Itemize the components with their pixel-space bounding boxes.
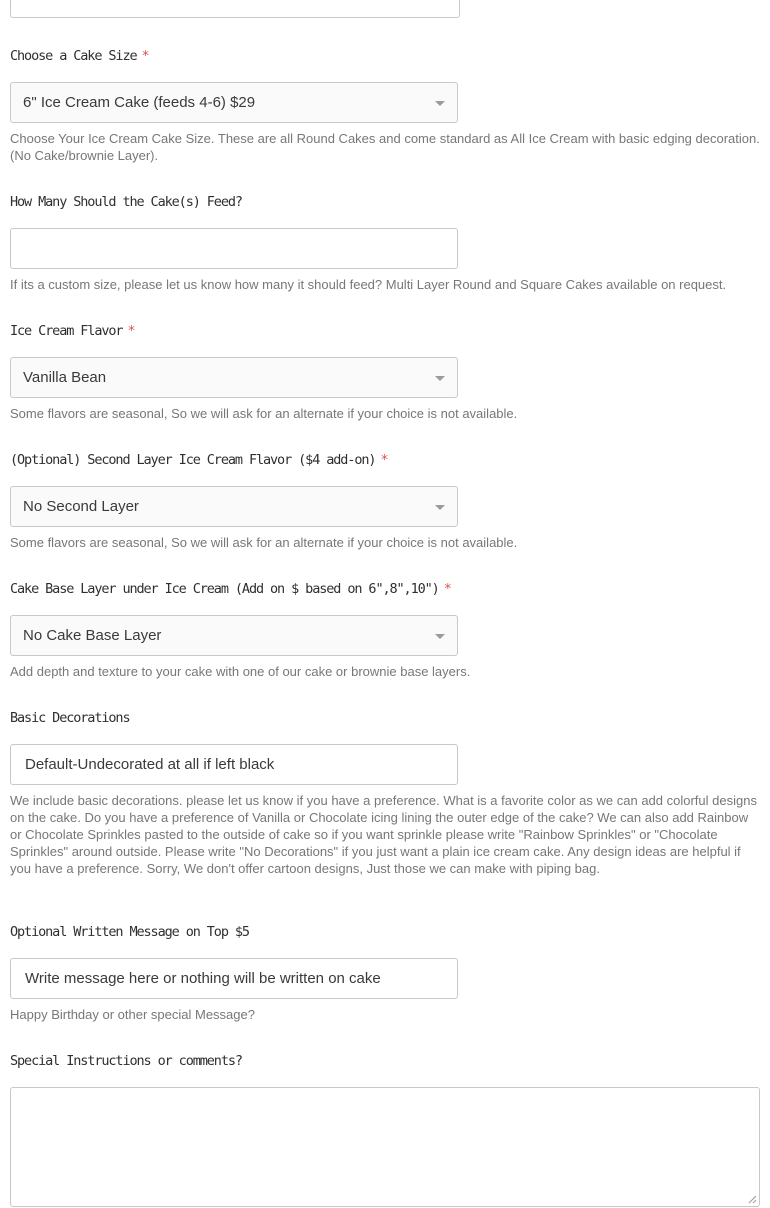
cake-feed-input[interactable]: [10, 228, 458, 269]
chevron-down-icon: [435, 101, 445, 106]
cake-size-label: [10, 47, 150, 65]
cake-base-label-text: Cake Base Layer under Ice Cream (Add on $ based on 6",8",10"): [10, 581, 439, 597]
cake-size-selected-value: 6" Ice Cream Cake (feeds 4-6) $29: [23, 94, 256, 111]
chevron-down-icon: [435, 376, 445, 381]
instructions-textarea[interactable]: [10, 1087, 760, 1207]
second-layer-select[interactable]: [10, 486, 458, 527]
message-label: Optional Written Message on Top $5: [10, 924, 249, 940]
chevron-down-icon: [435, 505, 445, 510]
instructions-label: Special Instructions or comments?: [10, 1053, 242, 1069]
cake-size-select[interactable]: [10, 82, 458, 123]
required-mark: *: [443, 581, 452, 597]
message-value: Write message here or nothing will be written on cake: [25, 970, 381, 987]
second-layer-help: Some flavors are seasonal, So we will ask for an alternate if your choice is not available.: [10, 535, 518, 550]
resize-handle-icon[interactable]: [748, 1195, 757, 1204]
cake-base-label: [10, 580, 452, 598]
required-mark: *: [380, 452, 389, 468]
message-help: Happy Birthday or other special Message?: [10, 1007, 255, 1022]
decorations-input[interactable]: [10, 744, 458, 785]
second-layer-selected-value: No Second Layer: [23, 498, 139, 515]
decorations-help: We include basic decorations. please let us know if you have a preference. What is a favorite color as we can add colorful designs on the cake. Do you have a preference of Vanilla or Chocolate icing lining the outer edge of the cake? We can also add Rainbow or Chocolate Sprinkles pasted to the outside of cake so if you want sprinkle please write "Rainbow Sprinkles" or "Chocolate Sprinkles" around outside. Please write "No Decorations" if you just want a plain ice cream cake. Any design ideas are helpful if you have a preference. Sorry, We don't offer cartoon designs, Just those we can make with piping bag.: [10, 793, 757, 876]
required-mark: *: [141, 48, 150, 64]
ice-cream-flavor-help: Some flavors are seasonal, So we will ask for an alternate if your choice is not available.: [10, 406, 518, 421]
cake-base-selected-value: No Cake Base Layer: [23, 627, 162, 644]
ice-cream-flavor-selected-value: Vanilla Bean: [23, 369, 107, 386]
decorations-label: Basic Decorations: [10, 710, 130, 726]
second-layer-label: [10, 451, 389, 469]
cake-feed-label: How Many Should the Cake(s) Feed?: [10, 194, 242, 210]
ice-cream-flavor-label-text: Ice Cream Flavor: [10, 323, 123, 339]
cake-base-help: Add depth and texture to your cake with one of our cake or brownie base layers.: [10, 664, 471, 679]
ice-cream-flavor-select[interactable]: [10, 357, 458, 398]
chevron-down-icon: [435, 634, 445, 639]
decorations-value: Default-Undecorated at all if left black: [25, 756, 275, 773]
previous-field-input[interactable]: [10, 0, 460, 18]
cake-size-label-text: Choose a Cake Size: [10, 48, 137, 64]
cake-feed-help: If its a custom size, please let us know how many it should feed? Multi Layer Round and Square Cakes available on request.: [10, 277, 727, 292]
message-input[interactable]: [10, 958, 458, 999]
required-mark: *: [127, 323, 136, 339]
cake-base-select[interactable]: [10, 615, 458, 656]
second-layer-label-text: (Optional) Second Layer Ice Cream Flavor ($4 add-on): [10, 452, 376, 468]
ice-cream-flavor-label: [10, 322, 136, 340]
cake-size-help: Choose Your Ice Cream Cake Size. These are all Round Cakes and come standard as All Ice Cream with basic edging decoration. (No Cake/brownie Layer).: [10, 131, 760, 163]
